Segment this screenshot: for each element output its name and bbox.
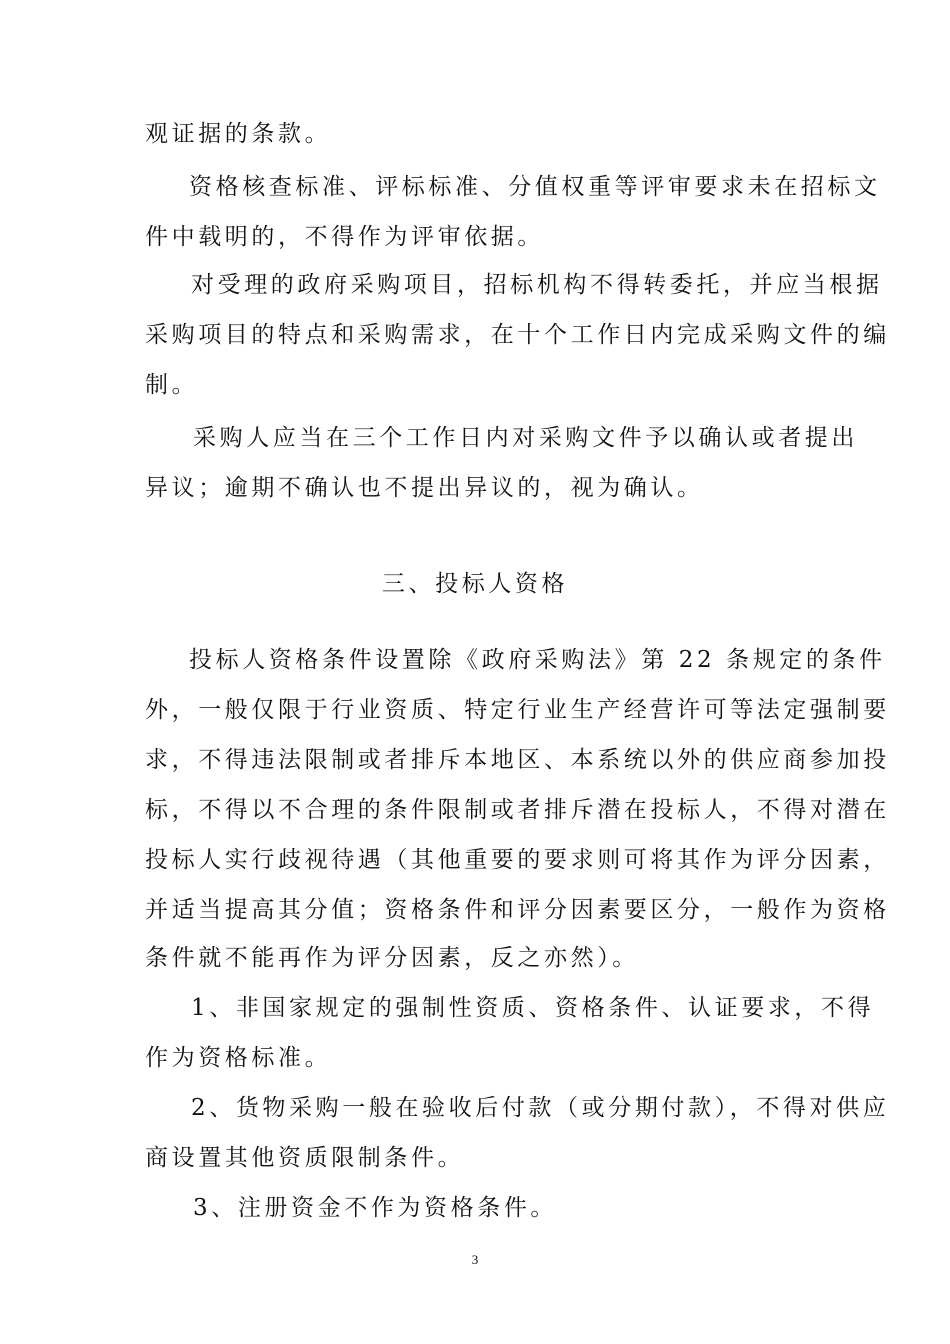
paragraph-line: 作为资格标准。: [145, 1045, 332, 1071]
paragraph-line: 2、货物采购一般在验收后付款（或分期付款），不得对供应: [191, 1095, 890, 1121]
paragraph-line: 并适当提高其分值；资格条件和评分因素要区分，一般作为资格: [145, 897, 890, 923]
paragraph-line: 3、注册资金不作为资格条件。: [193, 1195, 558, 1221]
paragraph-line: 采购项目的特点和采购需求，在十个工作日内完成采购文件的编: [145, 322, 890, 348]
paragraph-line: 资格核查标准、评标标准、分值权重等评审要求未在招标文: [189, 174, 881, 200]
paragraph-line: 对受理的政府采购项目，招标机构不得转委托，并应当根据: [191, 272, 883, 298]
page-number: 3: [471, 1252, 479, 1267]
paragraph-line: 商设置其他资质限制条件。: [145, 1145, 465, 1171]
paragraph-line: 求，不得违法限制或者排斥本地区、本系统以外的供应商参加投: [145, 747, 890, 773]
paragraph-line: 1、非国家规定的强制性资质、资格条件、认证要求，不得: [191, 995, 875, 1021]
paragraph-line: 投标人资格条件设置除《政府采购法》第 22 条规定的条件: [189, 647, 886, 673]
paragraph-line: 观证据的条款。: [145, 121, 332, 147]
paragraph-line: 外，一般仅限于行业资质、特定行业生产经营许可等法定强制要: [145, 697, 890, 723]
section-heading: 三、投标人资格: [381, 571, 569, 597]
paragraph-line: 标，不得以不合理的条件限制或者排斥潜在投标人，不得对潜在: [145, 797, 890, 823]
paragraph-line: 采购人应当在三个工作日内对采购文件予以确认或者提出: [193, 425, 858, 451]
paragraph-line: 异议；逾期不确认也不提出异议的，视为确认。: [145, 475, 704, 501]
paragraph-line: 条件就不能再作为评分因素，反之亦然）。: [145, 945, 639, 971]
paragraph-line: 件中载明的，不得作为评审依据。: [145, 224, 544, 250]
paragraph-line: 制。: [145, 372, 199, 398]
paragraph-line: 投标人实行歧视待遇（其他重要的要求则可将其作为评分因素，: [145, 847, 890, 873]
